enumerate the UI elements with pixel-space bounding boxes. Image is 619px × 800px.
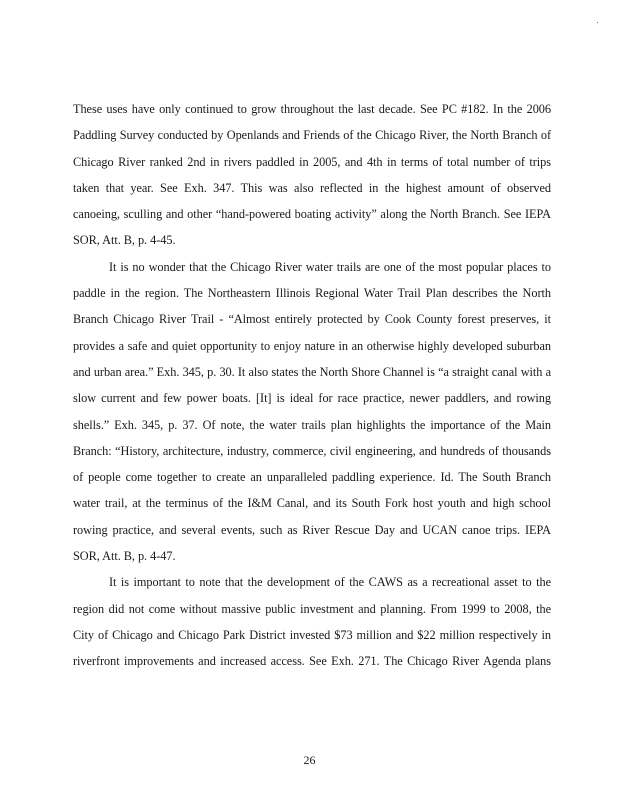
text-line: These uses have only continued to grow throughout the last decade. See PC #182. In the 2006 [73,102,551,116]
text-line: It is important to note that the development of the CAWS as a recreational asset to the [109,575,551,590]
text-line: rowing practice, and several events, such as River Rescue Day and UCAN canoe trips. IEPA [73,522,551,537]
scan-speck [597,22,598,23]
body-text [73,96,551,675]
text-line: region did not come without massive public investment and planning. From 1999 to 2008, the [73,601,551,616]
page-number: 26 [303,753,316,767]
text-line: SOR, Att. B, p. 4-47. [73,549,176,564]
text-line: Paddling Survey conducted by Openlands and Friends of the Chicago River, the North Branch of [73,128,551,143]
text-line: slow current and few power boats. [It] is ideal for race practice, newer paddlers, and rowing [73,391,551,406]
paragraph-2 [73,254,551,570]
text-line: It is no wonder that the Chicago River water trails are one of the most popular places to [109,259,551,274]
text-line: taken that year. See Exh. 347. This was also reflected in the highest amount of observed [73,180,551,195]
text-line: paddle in the region. The Northeastern Illinois Regional Water Trail Plan describes the North [73,286,551,301]
text-line: water trail, at the terminus of the I&M Canal, and its South Fork host youth and high school [73,496,551,511]
text-line: City of Chicago and Chicago Park District invested $73 million and $22 million respectively in [73,627,551,642]
text-line: Branch Chicago River Trail - “Almost entirely protected by Cook County forest preserves, it [73,312,551,327]
paragraph-3 [73,569,551,674]
text-line: provides a safe and quiet opportunity to enjoy nature in an otherwise highly developed suburban [73,338,551,353]
text-line: and urban area.” Exh. 345, p. 30. It also states the North Shore Channel is “a straight canal with a [73,364,551,379]
paragraph-1 [73,96,551,254]
text-line: Chicago River ranked 2nd in rivers paddled in 2005, and 4th in terms of total number of trips [73,154,551,169]
text-line: canoeing, sculling and other “hand-powered boating activity” along the North Branch. See IEPA [73,207,551,222]
text-line: SOR, Att. B, p. 4-45. [73,233,176,248]
text-line: of people come together to create an unparalleled paddling experience. Id. The South Branch [73,470,551,485]
text-line: Branch: “History, architecture, industry, commerce, civil engineering, and hundreds of thousands [73,443,551,458]
text-line: shells.” Exh. 345, p. 37. Of note, the water trails plan highlights the importance of the Main [73,417,551,432]
text-line: riverfront improvements and increased access. See Exh. 271. The Chicago River Agenda plans [73,654,551,669]
